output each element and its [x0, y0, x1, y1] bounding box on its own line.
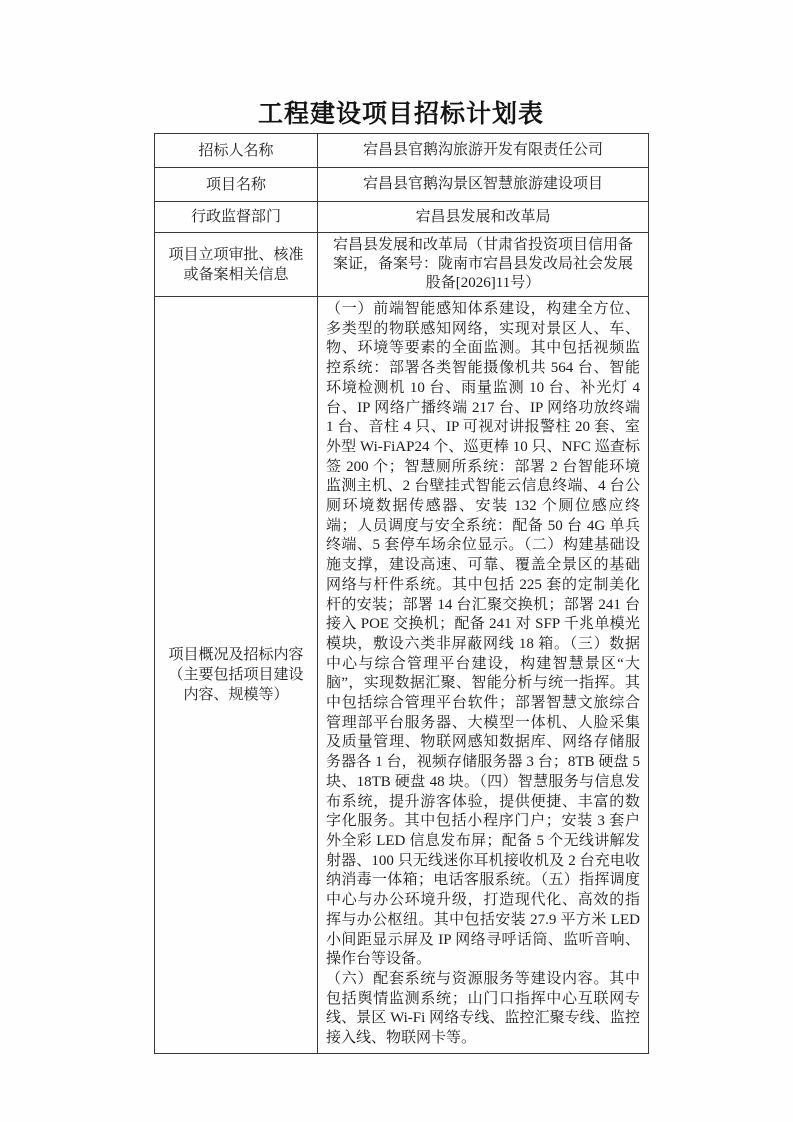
- table-row-project-name: [155, 168, 649, 202]
- row-label-approval-info: 项目立项审批、核准或备案相关信息: [155, 233, 318, 297]
- overview-paragraph-2: （六）配套系统与资源服务等建设内容。其中包括舆情监测系统；山门口指挥中心互联网专线、景区 Wi-Fi 网络专线、监控汇聚专线、监控接入线、物联网卡等。: [326, 970, 640, 1047]
- table-row-supervising-department: [155, 202, 649, 233]
- page-title: 工程建设项目招标计划表: [257, 100, 544, 128]
- row-value-project-name: 宕昌县官鹅沟景区智慧旅游建设项目: [318, 168, 649, 202]
- row-value-project-overview: [318, 297, 649, 1054]
- table-row-project-overview: [155, 297, 649, 1054]
- row-label-project-overview: 项目概况及招标内容（主要包括项目建设内容、规模等）: [155, 297, 318, 1054]
- row-value-supervising-department: 宕昌县发展和改革局: [318, 202, 649, 233]
- row-label-bidder-name: 招标人名称: [155, 134, 318, 168]
- table-row-approval-info: [155, 233, 649, 297]
- row-label-project-name: 项目名称: [155, 168, 318, 202]
- bid-plan-table: [154, 133, 649, 1054]
- row-value-approval-info: 宕昌县发展和改革局（甘肃省投资项目信用备案证，备案号：陇南市宕昌县发改局社会发展股备[2026]11号）: [318, 233, 649, 297]
- table-row-bidder-name: [155, 134, 649, 168]
- row-label-supervising-department: 行政监督部门: [155, 202, 318, 233]
- row-value-bidder-name: 宕昌县官鹅沟旅游开发有限责任公司: [318, 134, 649, 168]
- overview-paragraph-1: （一）前端智能感知体系建设，构建全方位、多类型的物联感知网络，实现对景区人、车、物、环境等要素的全面监测。其中包括视频监控系统：部署各类智能摄像机共 564 台、智能环境检测机 10 台、雨量监测 10 台、补光灯 4 台、IP 网络广播终端 217 台、IP 网络功放终端 1 台、音柱 4 只、IP 可视对讲报警柱 20 套、室外型 Wi-FiAP24 个、巡更棒 10 只、NFC 巡查标签 200 个；智慧厕所系统：部署 2 台智能环境监测主机、2 台壁挂式智能云信息终端、4 台公厕环境数据传感器、安装 132 个厕位感应终端；人员调度与安全系统：配备 50 台 4G 单兵终端、5 套停车场余位显示。（二）构建基础设施支撑，建设高速、可靠、覆盖全景区的基础网络与杆件系统。其中包括 225 套的定制美化杆的安装；部署 14 台汇聚交换机；部署 241 台接入 POE 交换机；配备 241 对 SFP 千兆单模光模块，敷设六类非屏蔽网线 18 箱。（三）数据中心与综合管理平台建设，构建智慧景区“大脑”，实现数据汇聚、智能分析与统一指挥。其中包括综合管理平台软件；部署智慧文旅综合管理部平台服务器、大模型一体机、人脸采集及质量管理、物联网感知数据库、网络存储服务器各 1 台，视频存储服务器 3 台；8TB 硬盘 5 块、18TB 硬盘 48 块。（四）智慧服务与信息发布系统，提升游客体验，提供便捷、丰富的数字化服务。其中包括小程序门户；安装 3 套户外全彩 LED 信息发布屏；配备 5 个无线讲解发射器、100 只无线迷你耳机接收机及 2 台充电收纳消毒一体箱；电话客服系统。（五）指挥调度中心与办公环境升级，打造现代化、高效的指挥与办公枢纽。其中包括安装 27.9 平方米 LED 小间距显示屏及 IP 网络寻呼话筒、监听音响、操作台等设备。: [326, 301, 640, 968]
